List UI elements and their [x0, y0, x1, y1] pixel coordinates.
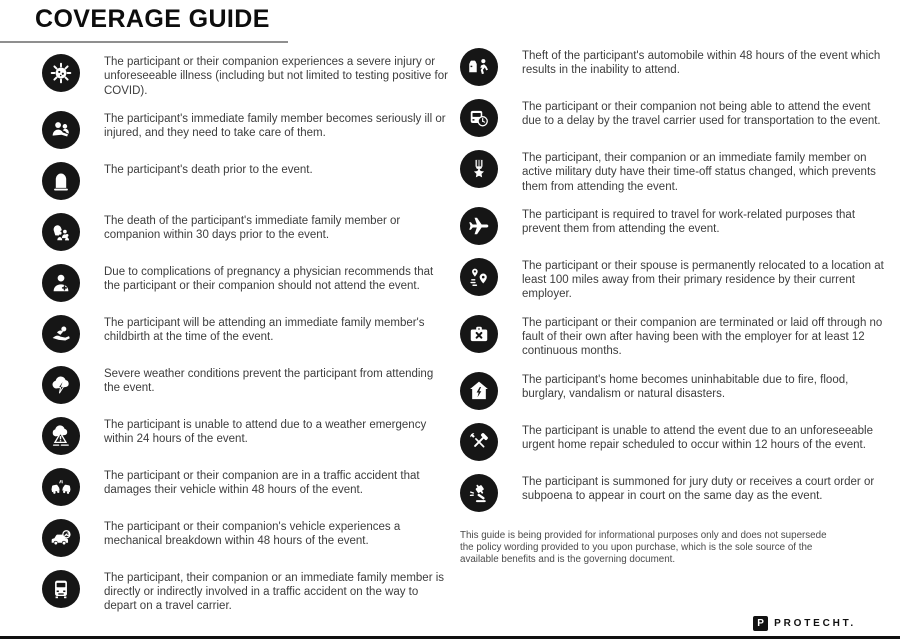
family-death-icon	[42, 213, 80, 251]
coverage-item	[460, 48, 892, 86]
airplane-icon	[460, 207, 498, 245]
coverage-item	[42, 162, 448, 200]
coverage-item	[460, 423, 892, 461]
coverage-item-text: The participant or their companion are in a traffic accident that damages their vehicle within 48 hours of the event.	[104, 469, 420, 497]
coverage-item-text: The participant is unable to attend due to a weather emergency within 24 hours of the event.	[104, 418, 427, 446]
coverage-item	[460, 315, 892, 359]
car-accident-icon	[42, 468, 80, 506]
childbirth-icon	[42, 315, 80, 353]
protecht-logo-mark: P	[753, 616, 768, 631]
coverage-item-text: The participant or their companion not being able to attend the event due to a delay by the travel carrier used for transportation to the event.	[522, 101, 881, 128]
coverage-item-text: The participant or their companion's vehicle experiences a mechanical breakdown within 48 hours of the event.	[104, 520, 401, 548]
coverage-item-text: The participant or their companion experiences a severe injury or unforeseeable illness (including but not limited to testing positive for COVID).	[104, 56, 448, 97]
right-column	[460, 48, 892, 567]
coverage-item-text: The participant is summoned for jury duty or receives a court order or subpoena to appear in court on the same day as the event.	[522, 475, 875, 502]
coverage-item	[460, 474, 892, 512]
left-column	[42, 54, 448, 627]
travel-delay-icon	[460, 99, 498, 137]
coverage-item	[42, 468, 448, 506]
family-care-icon	[42, 111, 80, 149]
home-repair-icon	[460, 423, 498, 461]
coverage-item	[460, 99, 892, 137]
relocation-icon	[460, 258, 498, 296]
disclaimer-text: This guide is being provided for informational purposes only and does not supersede the policy wording provided to you upon purchase, which is the sole source of the available benefits and is the governing document.	[460, 529, 827, 566]
car-theft-icon	[460, 48, 498, 86]
coverage-item	[460, 207, 892, 245]
coverage-item	[42, 570, 448, 614]
job-loss-icon	[460, 315, 498, 353]
coverage-item-text: Due to complications of pregnancy a physician recommends that the participant or their companion should not attend the event.	[104, 265, 434, 293]
military-medal-icon	[460, 150, 498, 188]
page-title: COVERAGE GUIDE	[35, 5, 270, 33]
coverage-item	[42, 315, 448, 353]
coverage-item-text: The participant's immediate family member becomes seriously ill or injured, and they need to take care of them.	[104, 112, 446, 140]
protecht-logo	[753, 616, 856, 631]
home-disaster-icon	[460, 372, 498, 410]
coverage-item	[42, 264, 448, 302]
coverage-item-text: The participant or their spouse is permanently relocated to a location at least 100 miles away from their primary residence by their current employer.	[522, 259, 884, 301]
storm-icon	[42, 366, 80, 404]
coverage-item	[42, 519, 448, 557]
coverage-item-text: Theft of the participant's automobile within 48 hours of the event which results in the inability to attend.	[522, 50, 881, 77]
coverage-item	[42, 54, 448, 98]
car-breakdown-icon	[42, 519, 80, 557]
protecht-logo-text: PROTECHT.	[774, 618, 856, 629]
coverage-item-text: The death of the participant's immediate family member or companion within 30 days prior to the event.	[104, 214, 401, 242]
coverage-item-text: The participant or their companion are terminated or laid off through no fault of their own after having been with the employer for at least 12 continuous months.	[522, 316, 883, 358]
coverage-item	[42, 366, 448, 404]
coverage-item-text: Severe weather conditions prevent the participant from attending the event.	[104, 367, 434, 395]
weather-warning-icon	[42, 417, 80, 455]
coverage-item-text: The participant's home becomes uninhabitable due to fire, flood, burglary, vandalism or natural disasters.	[522, 373, 849, 400]
title-underline	[0, 41, 288, 43]
coverage-item-text: The participant, their companion or an immediate family member is directly or indirectly involved in a traffic accident on the way to depart on a travel carrier.	[104, 571, 445, 613]
coverage-item-text: The participant will be attending an immediate family member's childbirth at the time of the event.	[104, 316, 425, 344]
coverage-item-text: The participant's death prior to the event.	[104, 163, 313, 176]
coverage-item-text: The participant is required to travel for work-related purposes that prevent them from attending the event.	[522, 208, 856, 236]
gavel-icon	[460, 474, 498, 512]
coverage-item	[460, 258, 892, 302]
coverage-item	[42, 213, 448, 251]
right-column-items	[460, 48, 892, 512]
coverage-item	[460, 372, 892, 410]
coverage-item	[42, 111, 448, 149]
physician-icon	[42, 264, 80, 302]
coverage-item-text: The participant is unable to attend the event due to an unforeseeable urgent home repair scheduled to occur within 12 hours of the event.	[522, 424, 874, 451]
bus-icon	[42, 570, 80, 608]
tombstone-icon	[42, 162, 80, 200]
bottom-border	[0, 636, 900, 639]
coverage-item	[460, 150, 892, 194]
coverage-item-text: The participant, their companion or an immediate family member on active military duty have their time-off status changed, which prevents them from attending the event.	[522, 152, 876, 193]
virus-icon	[42, 54, 80, 92]
coverage-item	[42, 417, 448, 455]
